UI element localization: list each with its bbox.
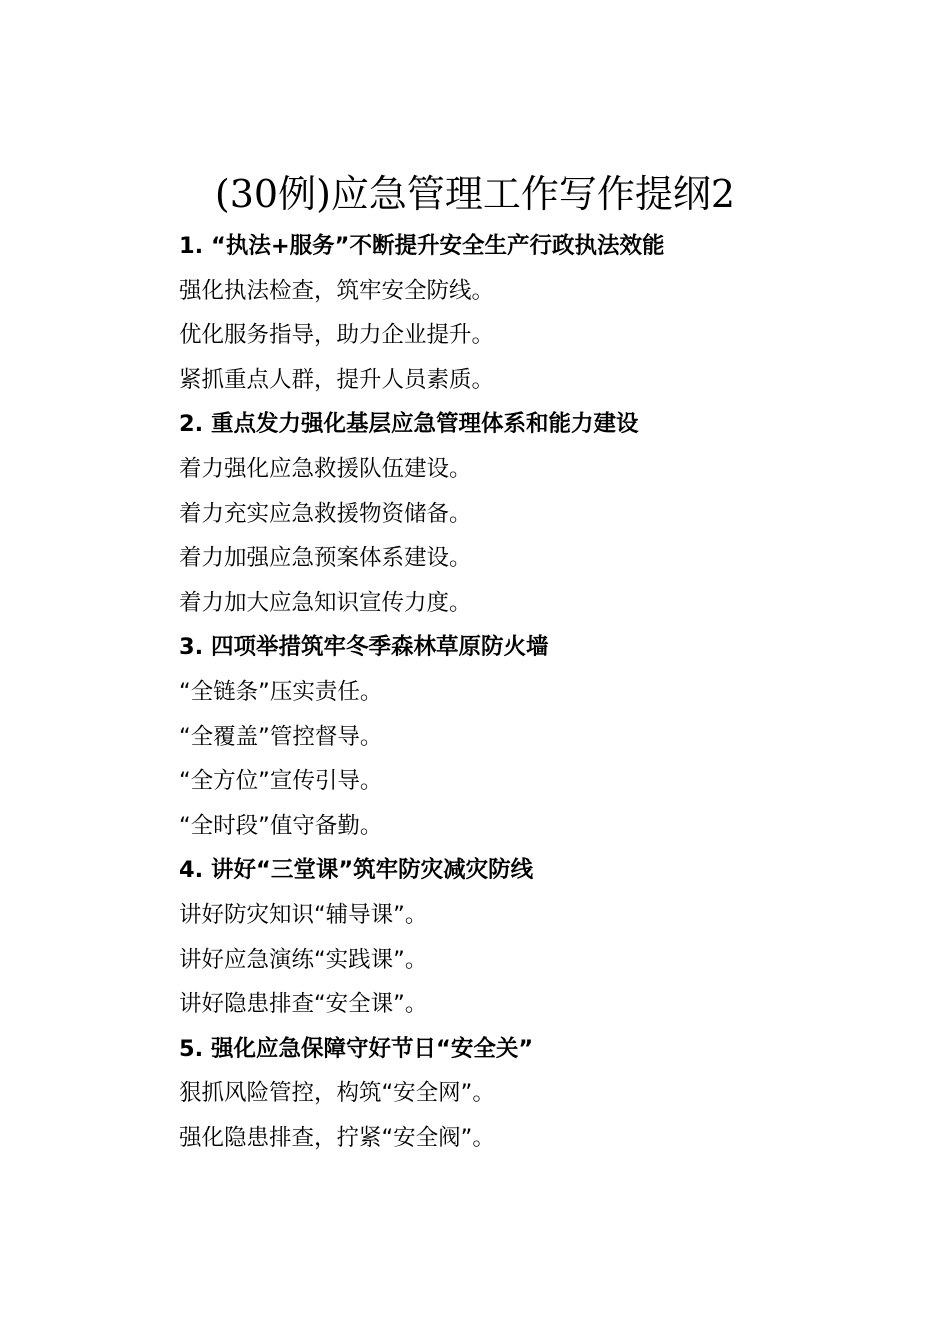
section-item: “全链条”压实责任。 <box>179 678 383 705</box>
section-item: 讲好应急演练“实践课”。 <box>179 946 428 973</box>
section-5 <box>179 1027 879 1161</box>
document-title: (30例)应急管理工作写作提纲2 <box>214 172 736 216</box>
section-item: “全方位”宣传引导。 <box>179 768 383 795</box>
section-1 <box>179 224 879 402</box>
section-item: 讲好隐患排查“安全课”。 <box>179 991 428 1018</box>
document-body <box>179 224 879 1160</box>
section-item: 讲好防灾知识“辅导课”。 <box>179 901 428 928</box>
section-heading: 1. “执法+服务”不断提升安全生产行政执法效能 <box>179 233 665 259</box>
section-item: 优化服务指导，助力企业提升。 <box>179 322 495 349</box>
section-item: “全时段”值守备勤。 <box>179 812 383 839</box>
section-item: “全覆盖”管控督导。 <box>179 723 383 750</box>
section-3 <box>179 625 879 848</box>
section-heading: 3. 四项举措筑牢冬季森林草原防火墙 <box>179 634 549 661</box>
section-item: 着力加大应急知识宣传力度。 <box>179 589 472 616</box>
section-heading: 5. 强化应急保障守好节日“安全关” <box>179 1035 534 1062</box>
section-2 <box>179 402 879 625</box>
section-item: 强化执法检查，筑牢安全防线。 <box>179 277 495 304</box>
section-item: 强化隐患排查，拧紧“安全阀”。 <box>179 1124 495 1151</box>
section-item: 狠抓风险管控，构筑“安全网”。 <box>179 1080 495 1107</box>
section-item: 紧抓重点人群，提升人员素质。 <box>179 366 495 393</box>
section-heading: 2. 重点发力强化基层应急管理体系和能力建设 <box>179 411 639 438</box>
section-item: 着力充实应急救援物资储备。 <box>179 500 472 527</box>
section-heading: 4. 讲好“三堂课”筑牢防灾减灾防线 <box>179 857 534 884</box>
section-item: 着力加强应急预案体系建设。 <box>179 545 472 572</box>
section-item: 着力强化应急救援队伍建设。 <box>179 455 472 482</box>
section-4 <box>179 848 879 1026</box>
